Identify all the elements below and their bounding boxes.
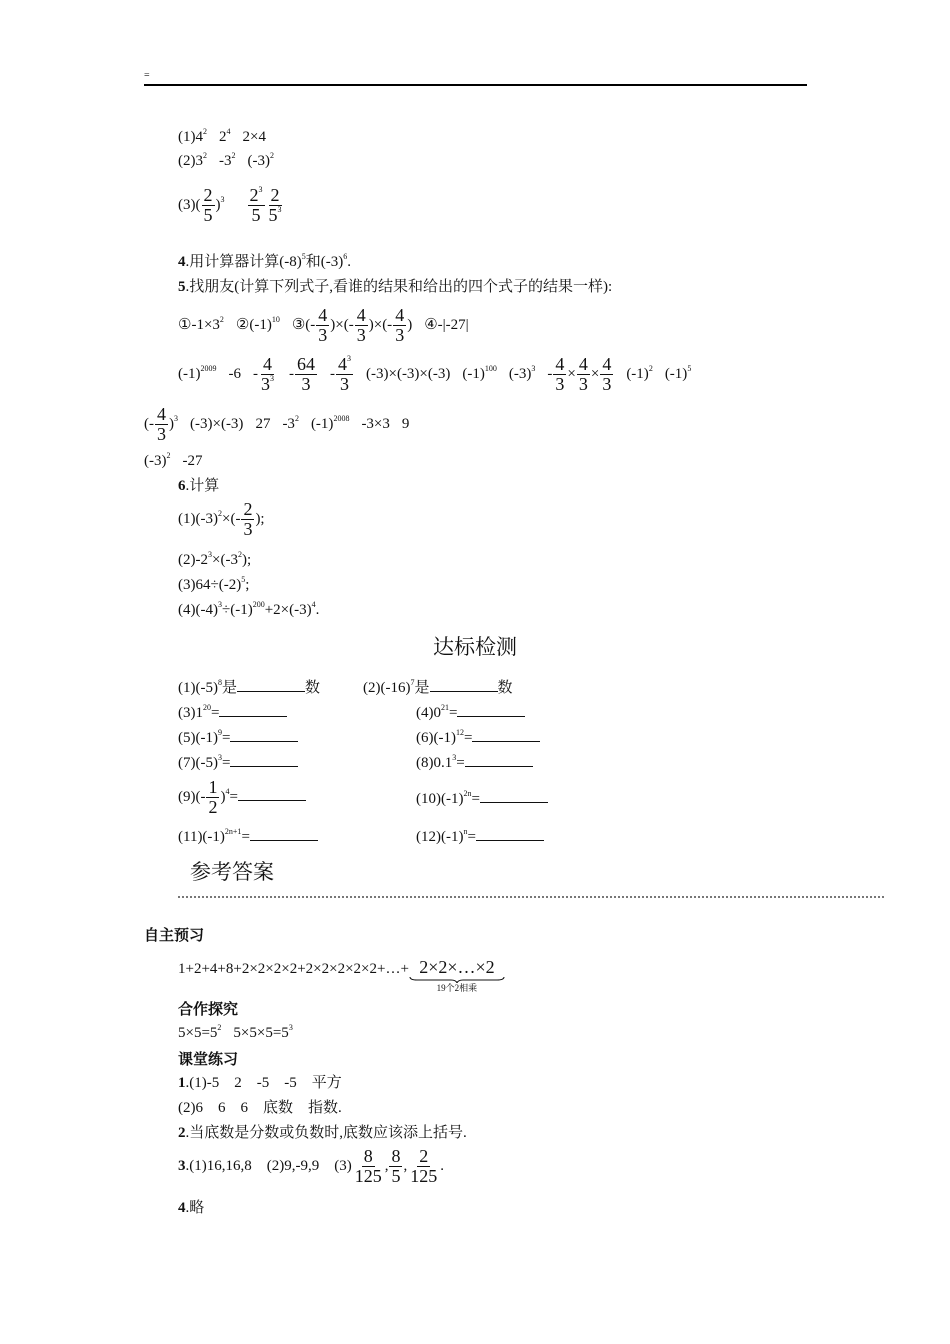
ex4: 4.用计算器计算$(-8)^5$和$(-3)^6$. — [178, 252, 351, 270]
fraction: $\frac{4}{3}$ — [157, 404, 166, 444]
ex3-line-1: $(1)4^2$ $2^4$ 2×4 — [178, 127, 266, 145]
fraction: $\frac{4}{3}$ — [602, 354, 612, 394]
answer-practice-2: (2)6 6 6 底数 指数. — [178, 1100, 342, 1116]
fraction: $\frac{4}{3^3}$ — [261, 354, 274, 394]
fraction: $\frac{2}{5^3}$ — [268, 185, 282, 225]
fraction: $\frac{4}{3}$ — [578, 354, 588, 394]
ex5-row-3: $(-3)^2$ -27 — [144, 451, 203, 469]
fraction: $\frac{64}{3}$ — [297, 354, 315, 394]
check-q12: $(12)(-1)^n=$ — [416, 828, 544, 845]
check-q10: $(10)(-1)^{2n}=$ — [416, 790, 548, 807]
answers-heading: 参考答案 — [190, 860, 274, 884]
fraction: $\frac{2^3}{5}$ — [249, 185, 263, 225]
check-q1: $(1)(-5)^8$是 数 — [178, 678, 321, 696]
fraction: $\frac{8}{5}$ — [391, 1146, 401, 1186]
fraction: $\frac{1}{2}$ — [208, 777, 218, 817]
answer-explore: $5\times 5=5^2$ $5\times 5\times 5=5^3$ — [178, 1023, 293, 1041]
check-q7: $(7)(-5)^3=$ — [178, 754, 298, 771]
fraction: $\frac{4}{3}$ — [395, 305, 405, 345]
answer-practice-1: 1.(1)-5 2 -5 -5 平方 — [178, 1075, 342, 1091]
check-q6: $(6)(-1)^{12}=$ — [416, 729, 540, 746]
ex3-line-2: $(2)3^2$ $-3^2$ $(-3)^2$ — [178, 151, 274, 169]
answer-practice-4: 3.(1)16,16,8 (2)9,-9,9 (3) $\frac{8}{125}$ , $\frac{8}{5}$ , $\frac{2}{125}$ . — [178, 1146, 444, 1186]
header-mark: = — [144, 70, 150, 81]
section-practice: 课堂练习 — [178, 1050, 239, 1068]
fraction: $\frac{4}{3}$ — [555, 354, 565, 394]
answer-blank — [430, 679, 498, 692]
fraction: $\frac{2}{3}$ — [243, 499, 253, 539]
check-q2: $(2)(-16)^7$是 数 — [363, 678, 513, 696]
check-q8: $(8)0.1^3=$ — [416, 754, 533, 771]
underbrace-icon — [409, 976, 505, 983]
check-q5: $(5)(-1)^9=$ — [178, 729, 298, 746]
ex6-line-4: $(4)(-4)^3\div(-1)^{200}+2\times(-3)^4$. — [178, 600, 320, 618]
answer-blank — [238, 788, 306, 801]
answer-blank — [457, 704, 525, 717]
fraction: $\frac{4}{3}$ — [318, 305, 328, 345]
check-heading: 达标检测 — [433, 635, 517, 659]
answer-blank — [219, 704, 287, 717]
section-preview: 自主预习 — [144, 926, 205, 944]
check-q9: (9)(- $\frac{1}{2}$ )$^4$= — [178, 778, 306, 817]
ex5-items: $①-1\times 3^2$ $②(-1)^{10}$ ③(- $\frac{4}{3}$ )×(- $\frac{4}{3}$ )×(- $\frac{4}{3}$ ) ④-|-27| — [178, 305, 469, 345]
underbrace-group: 2×2×…×2 19个2相乘 — [409, 958, 505, 993]
ex6-line-2: $(2)-2^3\times(-3^2)$; — [178, 550, 252, 568]
ex6-line-1: $(1)(-3)^2\times(-$ $\frac{2}{3}$ ); — [178, 499, 265, 539]
answer-practice-3: 2.当底数是分数或负数时,底数应该添上括号. — [178, 1125, 467, 1141]
answer-blank — [230, 729, 298, 742]
check-q11: $(11)(-1)^{2n+1}=$ — [178, 828, 318, 845]
answer-blank — [250, 828, 318, 841]
ex5-prompt: 5.找朋友(计算下列式子,看谁的结果和给出的四个式子的结果一样): — [178, 279, 613, 295]
ex5-row-1: $(-1)^{2009}$ -6 - $\frac{4}{3^3}$ - $\frac{64}{3}$ - $\frac{4^3}{3}$ (-3)×(-3)×(-3) $(-1)^{100}$ $(-3)^3$ - $\frac{4}{3}$ × $\frac{4}{3}$ × $\frac{4}{3}$ $(-1)^2$ $(-1)^5$ — [178, 354, 692, 394]
answer-practice-5: 4.略 — [178, 1200, 205, 1216]
answer-blank — [237, 679, 305, 692]
answer-blank — [480, 790, 548, 803]
check-q4: $(4)0^{21}=$ — [416, 704, 525, 721]
header-rule — [144, 84, 807, 86]
answer-blank — [476, 828, 544, 841]
ex3-line-3: (3)( $\frac{2}{5}$ )$^3$ $\frac{2^3}{5}$ $\frac{2}{5^3}$ — [178, 185, 282, 225]
section-explore: 合作探究 — [178, 1000, 239, 1018]
check-q3: $(3)1^{20}=$ — [178, 704, 287, 721]
fraction: $\frac{4}{3}$ — [356, 305, 366, 345]
fraction: $\frac{2}{5}$ — [203, 185, 213, 225]
answer-preview: 1+2+4+8+2×2×2×2+2×2×2×2×2+…+ 2×2×…×2 19个2相乘 — [178, 952, 505, 987]
dotted-divider — [178, 896, 884, 898]
answer-blank — [472, 729, 540, 742]
answer-blank — [465, 754, 533, 767]
fraction: $\frac{2}{125}$ — [410, 1146, 438, 1186]
fraction: $\frac{8}{125}$ — [354, 1146, 382, 1186]
answer-blank — [230, 754, 298, 767]
ex6-title: 6.计算 — [178, 478, 220, 494]
ex5-row-2: (- $\frac{4}{3}$ )$^3$ (-3)×(-3) 27 $-3^2$ $(-1)^{2008}$ -3×3 9 — [144, 404, 410, 444]
ex6-line-3: $(3)64\div(-2)^5$; — [178, 575, 250, 593]
fraction: $\frac{4^3}{3}$ — [338, 354, 351, 394]
